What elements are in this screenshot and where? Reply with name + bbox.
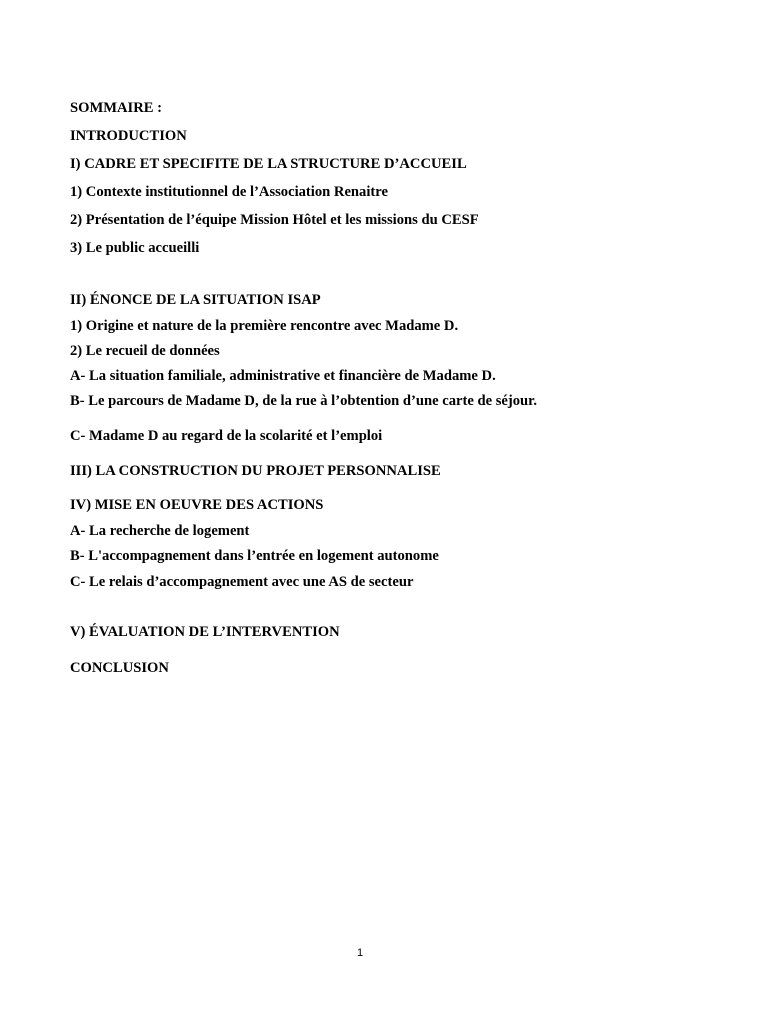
toc-entry-1-2: 2) Présentation de l’équipe Mission Hôtel et les missions du CESF — [70, 212, 479, 228]
toc-entry-conclusion: CONCLUSION — [70, 660, 169, 676]
toc-entry-4-a: A- La recherche de logement — [70, 523, 250, 539]
toc-entry-2-c: C- Madame D au regard de la scolarité et l’emploi — [70, 428, 383, 444]
toc-title: SOMMAIRE : — [70, 100, 163, 116]
toc-entry-2-2: 2) Le recueil de données — [70, 343, 220, 359]
toc-entry-1-3: 3) Le public accueilli — [70, 240, 200, 256]
toc-entry-section-4: IV) MISE EN OEUVRE DES ACTIONS — [70, 497, 324, 513]
toc-entry-1-1: 1) Contexte institutionnel de l’Association Renaitre — [70, 184, 388, 200]
toc-entry-section-5: V) ÉVALUATION DE L’INTERVENTION — [70, 624, 340, 640]
toc-entry-section-1: I) CADRE ET SPECIFITE DE LA STRUCTURE D’ACCUEIL — [70, 156, 467, 172]
toc-entry-2-a: A- La situation familiale, administrative et financière de Madame D. — [70, 368, 496, 384]
toc-entry-4-c: C- Le relais d’accompagnement avec une AS de secteur — [70, 574, 414, 590]
toc-entry-section-3: III) LA CONSTRUCTION DU PROJET PERSONNALISE — [70, 463, 441, 479]
toc-entry-section-2: II) ÉNONCE DE LA SITUATION ISAP — [70, 292, 321, 308]
toc-entry-2-b: B- Le parcours de Madame D, de la rue à l’obtention d’une carte de séjour. — [70, 393, 537, 409]
toc-entry-2-1: 1) Origine et nature de la première rencontre avec Madame D. — [70, 318, 459, 334]
page-number: 1 — [356, 947, 364, 959]
toc-entry-introduction: INTRODUCTION — [70, 128, 187, 144]
toc-entry-4-b: B- L'accompagnement dans l’entrée en logement autonome — [70, 548, 439, 564]
